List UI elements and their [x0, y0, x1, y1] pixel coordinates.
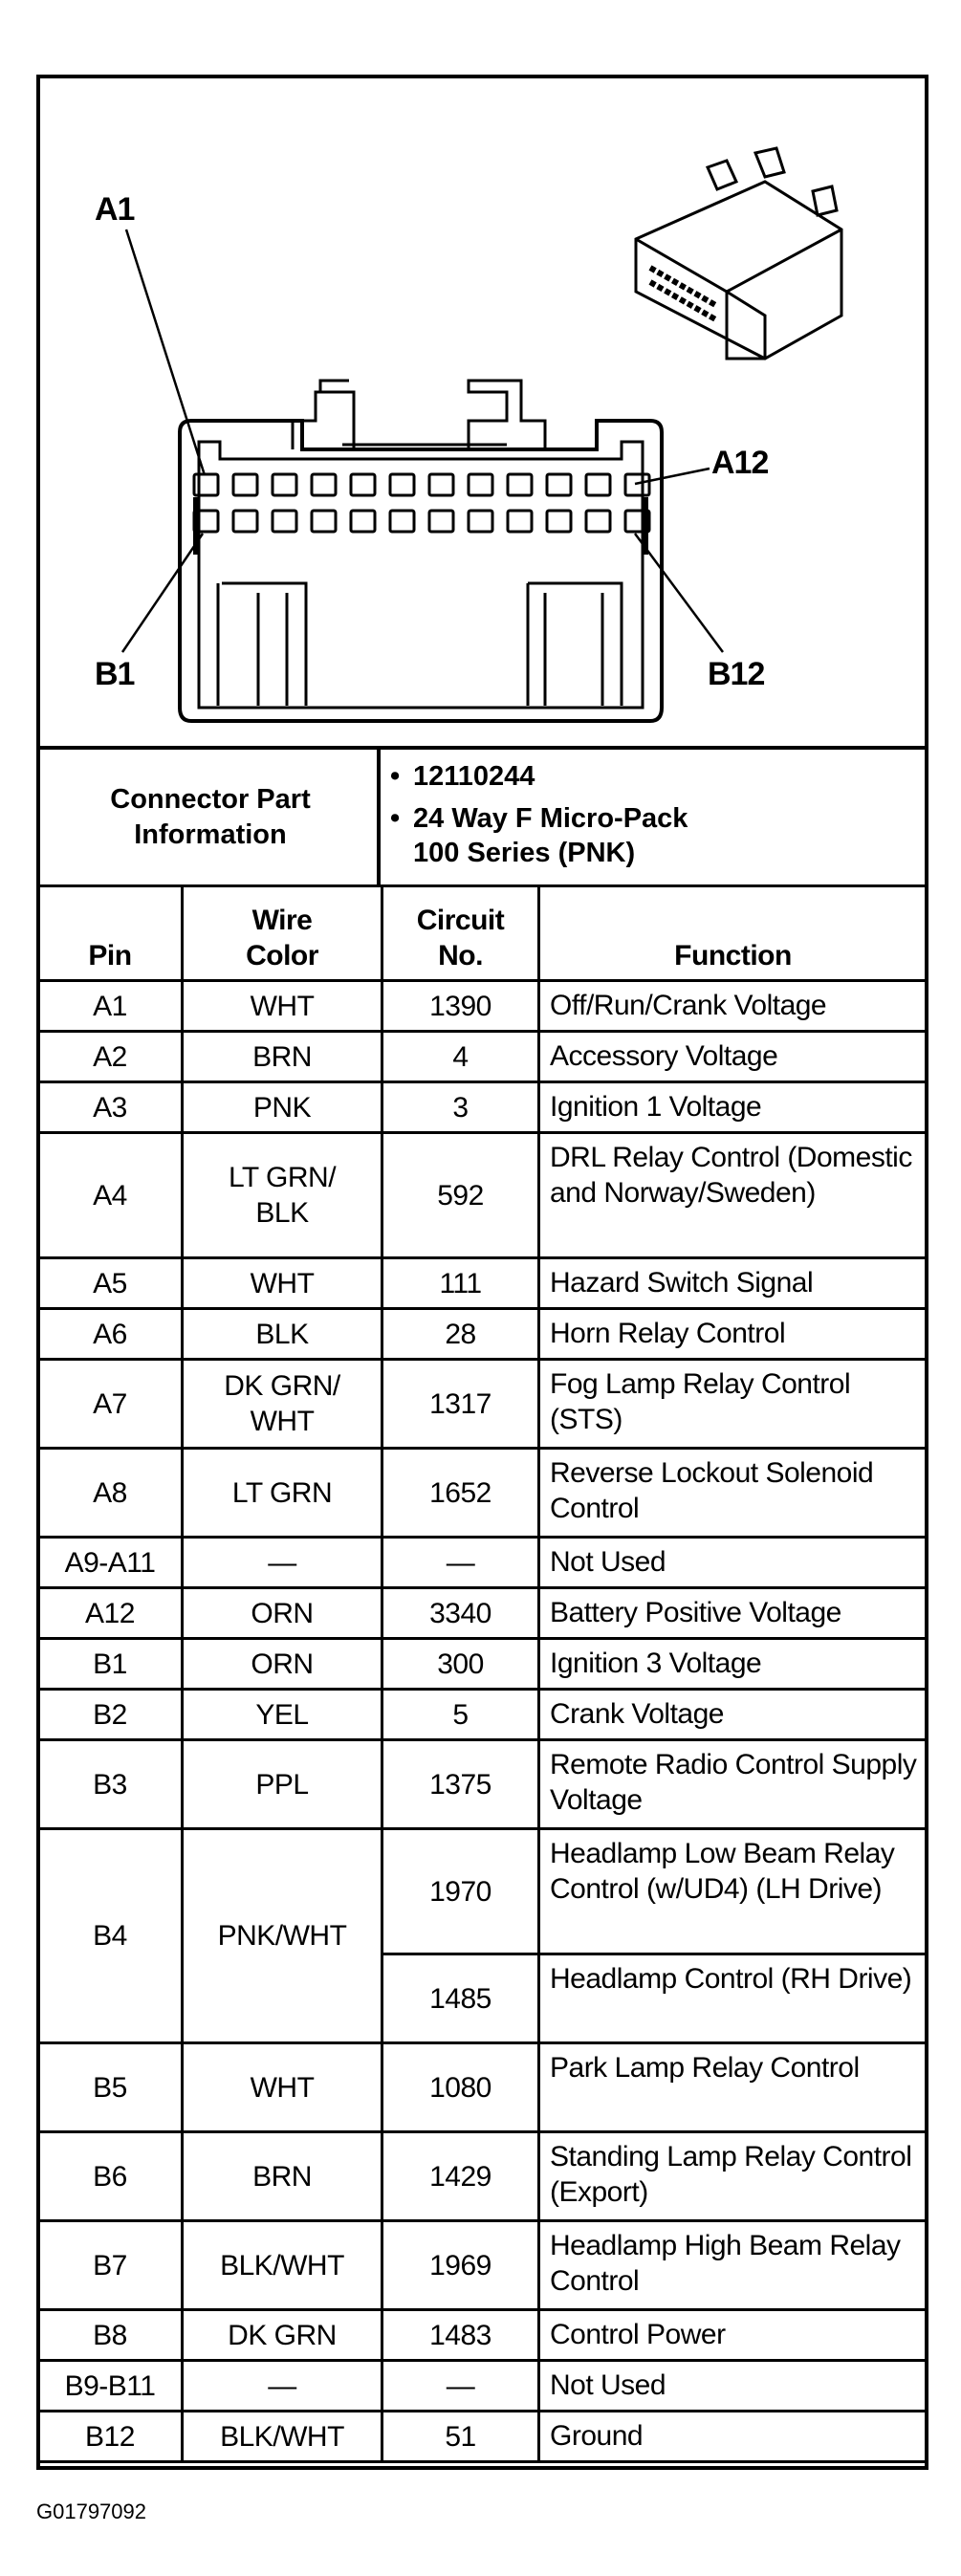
wire-color-cell: BLK/WHT — [183, 2221, 382, 2310]
pin-cell: A8 — [38, 1449, 183, 1538]
connector-body — [180, 381, 662, 721]
function-cell: Off/Run/Crank Voltage — [539, 981, 928, 1032]
table-row — [38, 1258, 928, 1309]
table-row — [38, 1588, 928, 1639]
table-row — [38, 1829, 928, 1954]
function-cell: Headlamp Control (RH Drive) — [539, 1954, 928, 2043]
wire-color-cell: — — [183, 1538, 382, 1588]
circuit-cell: 5 — [382, 1690, 539, 1740]
table-row — [38, 2412, 928, 2462]
function-cell: Accessory Voltage — [539, 1032, 928, 1082]
function-cell: Headlamp Low Beam Relay Control (w/UD4) (LH Drive) — [539, 1829, 928, 1954]
pin-A2 — [233, 474, 257, 495]
table-row — [38, 2361, 928, 2412]
pin-cell: B7 — [38, 2221, 183, 2310]
header-circuit: Circuit No. — [382, 886, 539, 981]
pin-cell: B6 — [38, 2132, 183, 2221]
pin-A9 — [508, 474, 532, 495]
pin-cell: A7 — [38, 1360, 183, 1449]
header-pin: Pin — [38, 886, 183, 981]
pin-B11 — [586, 511, 610, 532]
table-row — [38, 1309, 928, 1360]
wire-color-cell: ORN — [183, 1639, 382, 1690]
circuit-cell: 1652 — [382, 1449, 539, 1538]
pin-A10 — [547, 474, 571, 495]
wire-color-cell: PNK — [183, 1082, 382, 1133]
label-a12: A12 — [711, 445, 769, 481]
pin-B4 — [312, 511, 336, 532]
circuit-cell: 1429 — [382, 2132, 539, 2221]
pin-cell: A6 — [38, 1309, 183, 1360]
pin-A7 — [429, 474, 453, 495]
function-cell: Reverse Lockout Solenoid Control — [539, 1449, 928, 1538]
wire-color-cell: BLK/WHT — [183, 2412, 382, 2462]
wire-color-cell: DK GRN/ WHT — [183, 1360, 382, 1449]
connector-info-label — [36, 750, 381, 884]
function-cell: Headlamp High Beam Relay Control — [539, 2221, 928, 2310]
figure-id: G01797092 — [36, 2500, 146, 2523]
circuit-cell: 111 — [382, 1258, 539, 1309]
function-cell: Horn Relay Control — [539, 1309, 928, 1360]
function-cell: Remote Radio Control Supply Voltage — [539, 1740, 928, 1829]
pin-cell: B3 — [38, 1740, 183, 1829]
table-row — [38, 1690, 928, 1740]
pin-A3 — [273, 474, 296, 495]
info-label-line2: Information — [134, 819, 287, 850]
pin-cell: B1 — [38, 1639, 183, 1690]
pin-B10 — [547, 511, 571, 532]
function-cell: Ignition 3 Voltage — [539, 1639, 928, 1690]
description-line2: 100 Series (PNK) — [413, 838, 636, 868]
pin-cell: A12 — [38, 1588, 183, 1639]
function-cell: Park Lamp Relay Control — [539, 2043, 928, 2132]
wire-color-cell: PNK/WHT — [183, 1829, 382, 2043]
function-cell: DRL Relay Control (Domestic and Norway/Sweden) — [539, 1133, 928, 1258]
connector-3d-view — [636, 148, 841, 359]
table-row — [38, 1639, 928, 1690]
circuit-cell: 1969 — [382, 2221, 539, 2310]
pinout-table — [36, 884, 928, 2463]
wire-color-cell: PPL — [183, 1740, 382, 1829]
function-cell: Control Power — [539, 2310, 928, 2361]
circuit-cell: — — [382, 2361, 539, 2412]
function-cell: Fog Lamp Relay Control (STS) — [539, 1360, 928, 1449]
circuit-cell: 1483 — [382, 2310, 539, 2361]
pin-B6 — [390, 511, 414, 532]
function-cell: Crank Voltage — [539, 1690, 928, 1740]
pin-cell: B5 — [38, 2043, 183, 2132]
wire-color-cell: LT GRN/ BLK — [183, 1133, 382, 1258]
wire-color-cell: YEL — [183, 1690, 382, 1740]
table-row — [38, 2310, 928, 2361]
table-row — [38, 1133, 928, 1258]
table-row — [38, 1538, 928, 1588]
pin-B2 — [233, 511, 257, 532]
table-row — [38, 1082, 928, 1133]
circuit-cell: 4 — [382, 1032, 539, 1082]
pin-cavities — [194, 474, 649, 532]
circuit-cell: 1375 — [382, 1740, 539, 1829]
wire-color-cell: WHT — [183, 981, 382, 1032]
function-cell: Hazard Switch Signal — [539, 1258, 928, 1309]
function-cell: Not Used — [539, 1538, 928, 1588]
pin-cell: A4 — [38, 1133, 183, 1258]
table-row — [38, 1360, 928, 1449]
info-label-line1: Connector Part — [110, 783, 311, 815]
pin-cell: A5 — [38, 1258, 183, 1309]
pin-A4 — [312, 474, 336, 495]
circuit-cell: 3340 — [382, 1588, 539, 1639]
function-cell: Battery Positive Voltage — [539, 1588, 928, 1639]
function-cell: Not Used — [539, 2361, 928, 2412]
part-number: • 12110244 — [384, 759, 928, 794]
label-b12: B12 — [708, 656, 765, 692]
pin-B7 — [429, 511, 453, 532]
pin-A5 — [351, 474, 375, 495]
pin-A12 — [625, 474, 649, 495]
table-row — [38, 981, 928, 1032]
label-b1: B1 — [95, 656, 135, 692]
wire-color-cell: WHT — [183, 2043, 382, 2132]
table-row — [38, 2132, 928, 2221]
table-row — [38, 1032, 928, 1082]
circuit-cell: 3 — [382, 1082, 539, 1133]
wire-color-cell: DK GRN — [183, 2310, 382, 2361]
pin-A8 — [469, 474, 492, 495]
circuit-cell: 592 — [382, 1133, 539, 1258]
table-row — [38, 2221, 928, 2310]
pin-cell: A9-A11 — [38, 1538, 183, 1588]
description-line1: • 24 Way F Micro-Pack — [384, 801, 928, 836]
wire-color-cell: LT GRN — [183, 1449, 382, 1538]
pin-cell: B4 — [38, 1829, 183, 2043]
pin-B9 — [508, 511, 532, 532]
wire-color-cell: — — [183, 2361, 382, 2412]
pin-cell: B8 — [38, 2310, 183, 2361]
circuit-cell: 1317 — [382, 1360, 539, 1449]
pin-cell: A3 — [38, 1082, 183, 1133]
connector-part-info — [36, 746, 928, 884]
circuit-cell: 51 — [382, 2412, 539, 2462]
wire-color-cell: BRN — [183, 1032, 382, 1082]
function-cell: Ground — [539, 2412, 928, 2462]
table-row — [38, 1449, 928, 1538]
circuit-cell: 1390 — [382, 981, 539, 1032]
wire-color-cell: ORN — [183, 1588, 382, 1639]
pin-cell: A2 — [38, 1032, 183, 1082]
pin-B8 — [469, 511, 492, 532]
label-a1: A1 — [95, 191, 135, 228]
circuit-cell: 300 — [382, 1639, 539, 1690]
table-row — [38, 2043, 928, 2132]
pin-B5 — [351, 511, 375, 532]
circuit-cell: 1080 — [382, 2043, 539, 2132]
header-function: Function — [539, 886, 928, 981]
pin-A6 — [390, 474, 414, 495]
wire-color-cell: WHT — [183, 1258, 382, 1309]
circuit-cell: 1970 — [382, 1829, 539, 1954]
pin-cell: B9-B11 — [38, 2361, 183, 2412]
circuit-cell: 1485 — [382, 1954, 539, 2043]
circuit-cell: — — [382, 1538, 539, 1588]
pin-cell: B12 — [38, 2412, 183, 2462]
pin-A11 — [586, 474, 610, 495]
table-row — [38, 1740, 928, 1829]
pin-cell: A1 — [38, 981, 183, 1032]
wire-color-cell: BRN — [183, 2132, 382, 2221]
pin-B3 — [273, 511, 296, 532]
pin-cell: B2 — [38, 1690, 183, 1740]
wire-color-cell: BLK — [183, 1309, 382, 1360]
function-cell: Standing Lamp Relay Control (Export) — [539, 2132, 928, 2221]
connector-face-diagram — [0, 0, 961, 748]
header-wire-color: Wire Color — [183, 886, 382, 981]
circuit-cell: 28 — [382, 1309, 539, 1360]
function-cell: Ignition 1 Voltage — [539, 1082, 928, 1133]
